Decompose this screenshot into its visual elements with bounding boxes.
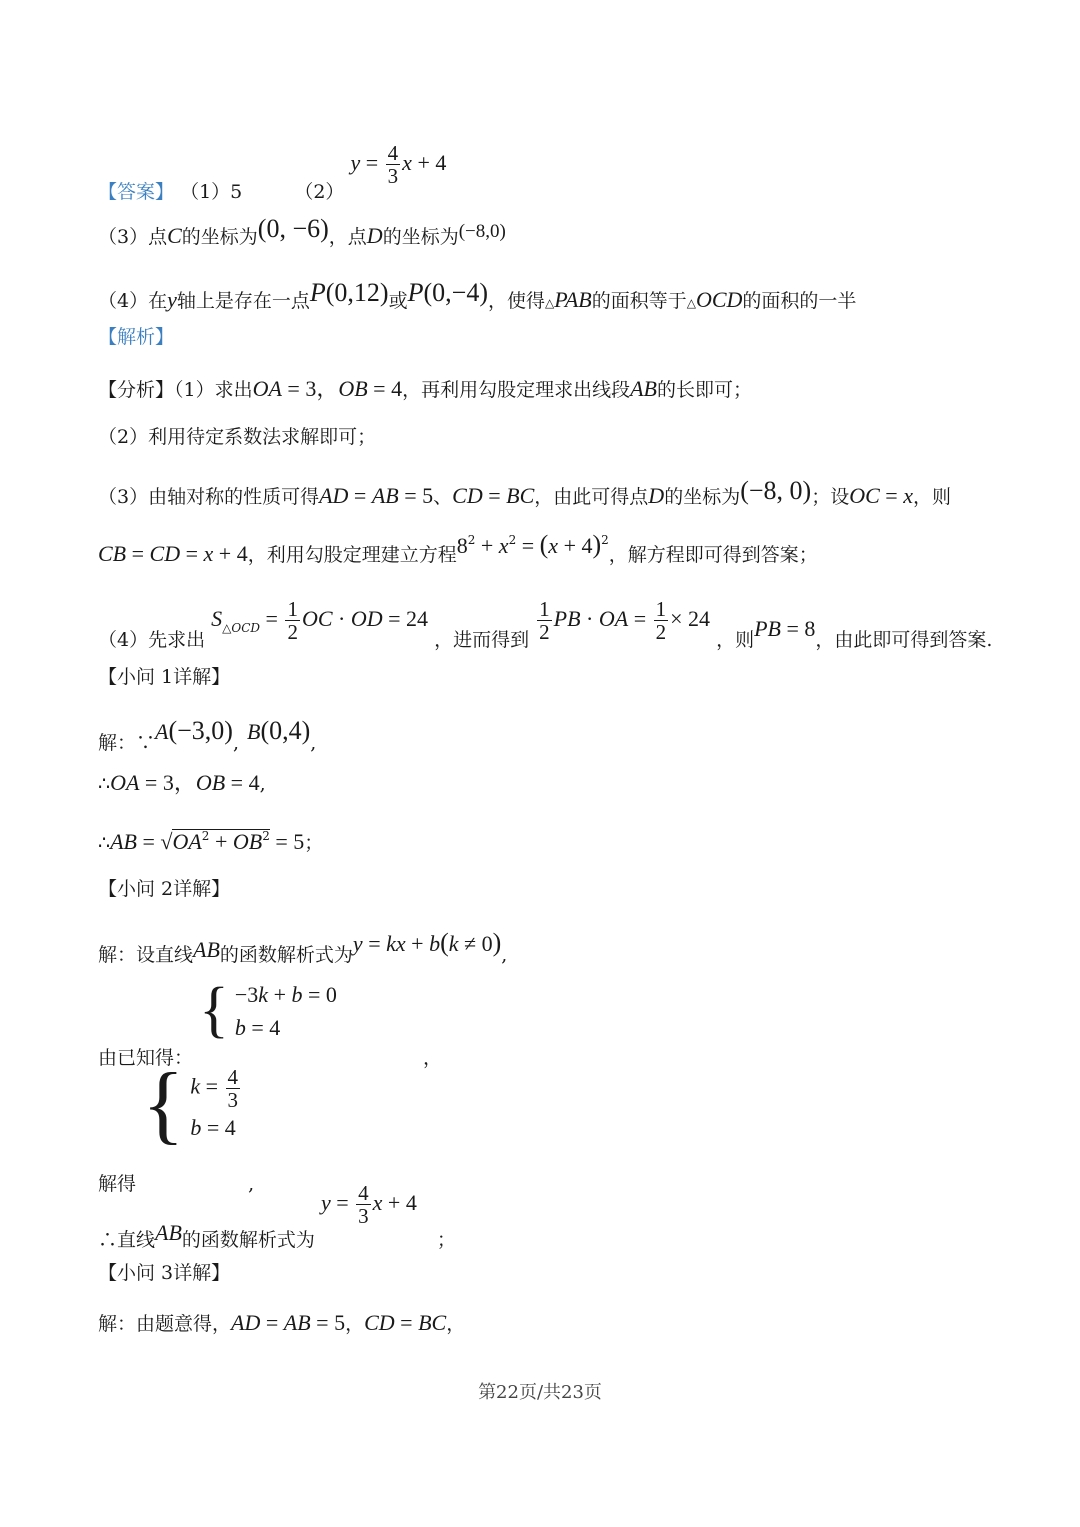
answer-part-2: （2） bbox=[294, 180, 345, 203]
page-footer: 第22页/共23页 bbox=[478, 1382, 602, 1403]
answer-line-3: （3）点C的坐标为(0, −6)，点D的坐标为(−8,0) bbox=[98, 214, 506, 248]
q2-step-2: 由已知得： { −3k + b = 0 b = 4 ， bbox=[98, 976, 442, 1069]
q1-step-3: ∴AB = $√OA^2 + OB^2 = 5$； bbox=[98, 829, 324, 854]
system-of-equations: { −3k + b = 0 b = 4 bbox=[199, 976, 337, 1045]
q3-heading: 【小问 3详解】 bbox=[98, 1262, 231, 1284]
solution-system: { k = $\frac{4}{3}$ b = 4 bbox=[142, 1056, 239, 1153]
q1-step-2: ∴OA = 3，OB = 4, bbox=[98, 770, 266, 795]
q1-step-1: 解：∵A(−3,0), B(0,4), bbox=[98, 716, 317, 754]
q1-heading: 【小问 1详解】 bbox=[98, 666, 231, 688]
q2-heading: 【小问 2详解】 bbox=[98, 878, 231, 900]
analysis-label: 【解析】 bbox=[98, 326, 175, 348]
answer-line-4: （4）在y轴上是存在一点P(0,12)或P(0,−4)，使得△PAB的面积等于△OCD的面积的一半 bbox=[98, 278, 857, 312]
q2-step-4: ∴直线AB的函数解析式为 y = $\frac{4}{3}$ x + 4 ； bbox=[98, 1181, 456, 1251]
q2-step-1: 解：设直线AB的函数解析式为y = kx + b(k ≠ 0), bbox=[98, 928, 508, 966]
answer-line-1 bbox=[98, 141, 447, 203]
q2-step-3: 解得 { k = $\frac{4}{3}$ b = 4 , bbox=[98, 1056, 255, 1195]
analysis-line-5: （4）先求出 $S_{\triangle OCD}$ = $\frac{1}{2}$ OC · OD = 24 ，进而得到 $\frac{1}{2}$ PB · OA = $\frac{1}{2}$ × 24 ，则PB = 8，由此即可得到答案. bbox=[98, 597, 993, 651]
q3-step-1: 解：由题意得，AD = AB = 5，CD = BC， bbox=[98, 1310, 466, 1335]
analysis-line-3: （3）由轴对称的性质可得AD = AB = 5、CD = BC，由此可得点D的坐标为(−8, 0)；设OC = x，则 bbox=[98, 476, 951, 508]
analysis-line-4: CB = CD = x + 4，利用勾股定理建立方程$8^2 + x^2 = (x + 4)^2$，解方程即可得到答案； bbox=[98, 530, 818, 566]
analysis-line-2: （2）利用待定系数法求解即可； bbox=[98, 426, 377, 448]
analysis-line-1: 【分析】（1）求出OA = 3，OB = 4，再利用勾股定理求出线段AB的长即可； bbox=[98, 376, 753, 401]
answer-formula-line: y = $\frac{4}{3}$ x + 4 bbox=[350, 141, 447, 189]
answer-part-1: （1）5 bbox=[180, 180, 243, 203]
answer-label: 【答案】 bbox=[98, 180, 175, 203]
